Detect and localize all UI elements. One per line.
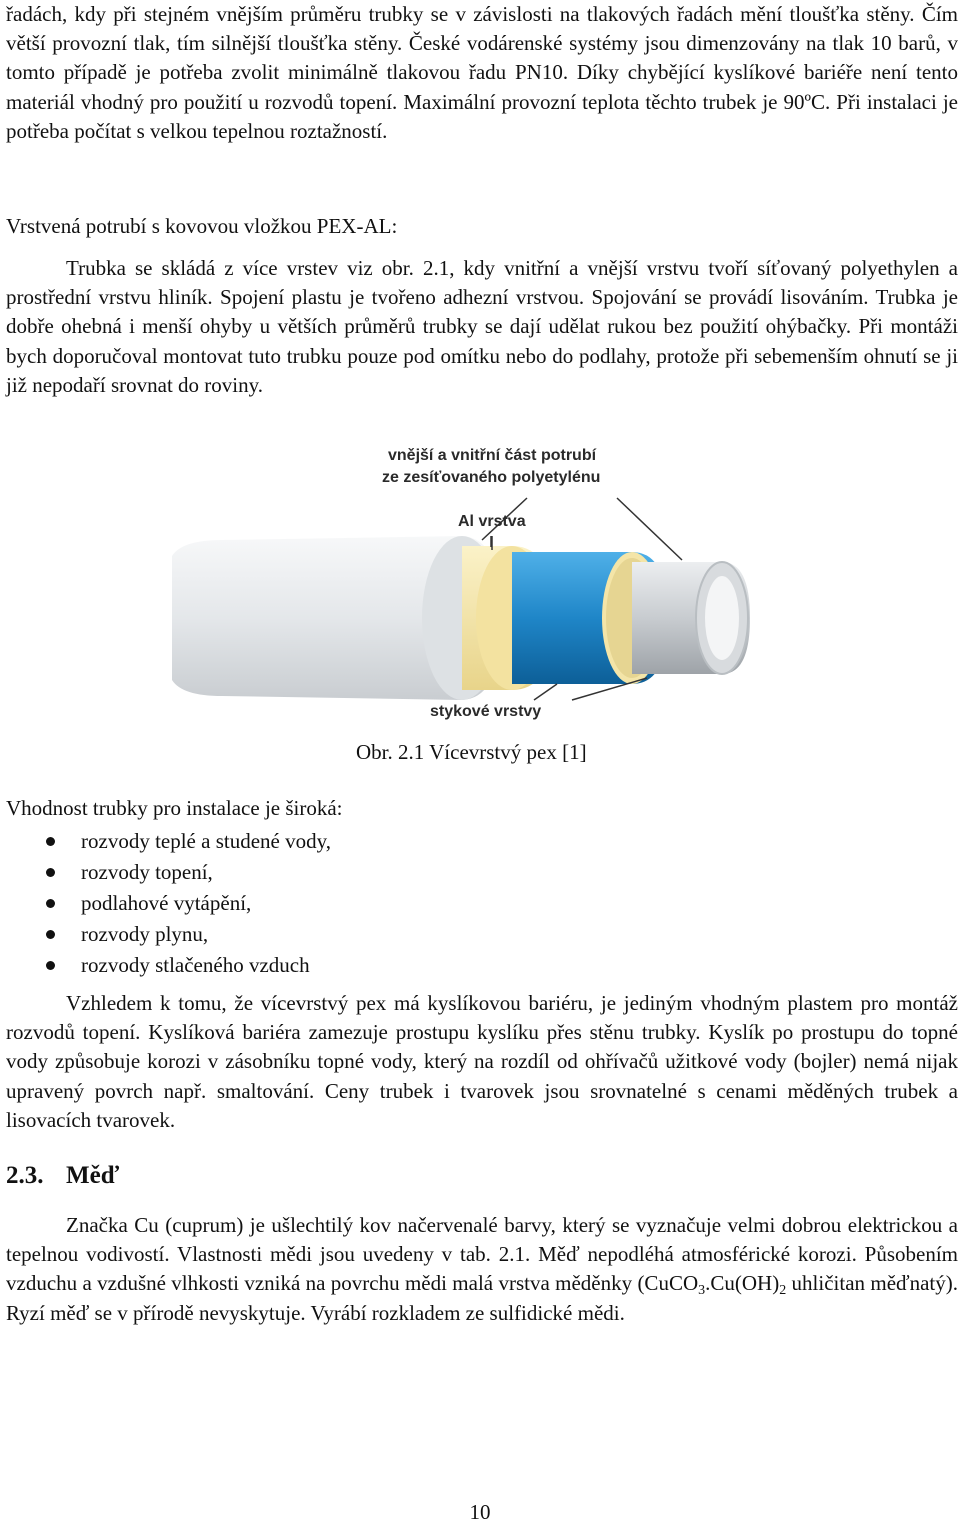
- list-item: rozvody topení,: [6, 857, 331, 888]
- figure-label-top-line1: vnější a vnitřní část potrubí: [388, 447, 597, 464]
- usage-list: [6, 826, 331, 981]
- pex-pipe-illustration: [162, 428, 802, 728]
- list-item: podlahové vytápění,: [6, 888, 331, 919]
- figure-label-top-line2: ze zesíťovaného polyetylénu: [382, 469, 601, 486]
- copper-paragraph: Značka Cu (cuprum) je ušlechtilý kov načervenalé barvy, který se vyznačuje velmi dobrou elektrickou a tepelnou vodivostí. Vlastnosti mědi jsou uvedeny v tab. 2.1. Měď nepodléhá atmosférické korozi. Působením vzduchu a vzdušné vlhkosti vzniká na povrchu mědi malá vrstva měděnky ($CuCO_3.Cu(OH)_2$ uhličitan měďnatý). Ryzí měď se v přírodě nevyskytuje. Vyrábí rozkladem ze sulfidické mědi.: [6, 1213, 958, 1325]
- section-heading: [6, 1160, 119, 1192]
- section-number: 2.3.: [6, 1162, 44, 1189]
- list-item: rozvody plynu,: [6, 919, 331, 950]
- list-item: rozvody stlačeného vzduch: [6, 950, 331, 981]
- page-number: 10: [469, 1500, 491, 1524]
- oxygen-barrier-paragraph: Vzhledem k tomu, že vícevrstvý pex má kyslíkovou bariéru, je jediným vhodným plastem pro montáž rozvodů topení. Kyslíková bariéra zamezuje prostupu kyslíku přes stěnu trubky. Kyslík po prostupu do topné vody způsobuje korozi v zásobníku topné vody, který na rozdíl od ohřívačů užitkové vody (bojler) nemá nijak upravený povrch např. smaltování. Ceny trubek i tvarovek jsou srovnatelné s cenami měděných trubek a lisovacích tvarovek.: [6, 991, 958, 1132]
- bullet-icon: [46, 837, 55, 846]
- intro-paragraph: řadách, kdy při stejném vnějším průměru trubky se v závislosti na tlakových řadách mění tloušťka stěny. Čím větší provozní tlak, tím silnější tloušťka stěny. České vodárenské systémy jsou dimenzovány na tlak 10 barů, v tomto případě je potřeba zvolit minimálně tlakovou řadu PN10. Díky chybějící kyslíkové bariéře není tento materiál vhodný pro použití u rozvodů topení. Maximální provozní teplota těchto trubek je 90ºC. Při instalaci je potřeba počítat s velkou tepelnou roztažností.: [6, 2, 958, 143]
- figure-label-bottom: stykové vrstvy: [430, 703, 542, 720]
- list-item: rozvody teplé a studené vody,: [6, 826, 331, 857]
- bullet-icon: [46, 868, 55, 877]
- pex-al-paragraph: Trubka se skládá z více vrstev viz obr. 2.1, kdy vnitřní a vnější vrstvu tvoří síťovaný polyethylen a prostřední vrstvu hliník. Spojení plastu je tvořeno adhezní vrstvou. Spojování se provádí lisováním. Trubka je dobře ohebná i menší ohyby u větších průměrů trubky se dají udělat rukou bez použití ohýbačky. Při montáži bych doporučoval montovat tuto trubku pouze pod omítku nebo do podlahy, protože při sebemenším ohnutí se ji již nepodaří srovnat do roviny.: [6, 256, 958, 397]
- usage-intro: Vhodnost trubky pro instalace je široká:: [6, 796, 343, 820]
- bullet-icon: [46, 961, 55, 970]
- figure-caption: Obr. 2.1 Vícevrstvý pex [1]: [356, 740, 587, 764]
- figure-label-al-layer: Al vrstva: [458, 513, 526, 530]
- pex-al-heading: Vrstvená potrubí s kovovou vložkou PEX-AL:: [6, 214, 398, 238]
- bullet-icon: [46, 899, 55, 908]
- pex-pipe-figure: [162, 428, 802, 728]
- bullet-icon: [46, 930, 55, 939]
- section-title: Měď: [66, 1162, 120, 1189]
